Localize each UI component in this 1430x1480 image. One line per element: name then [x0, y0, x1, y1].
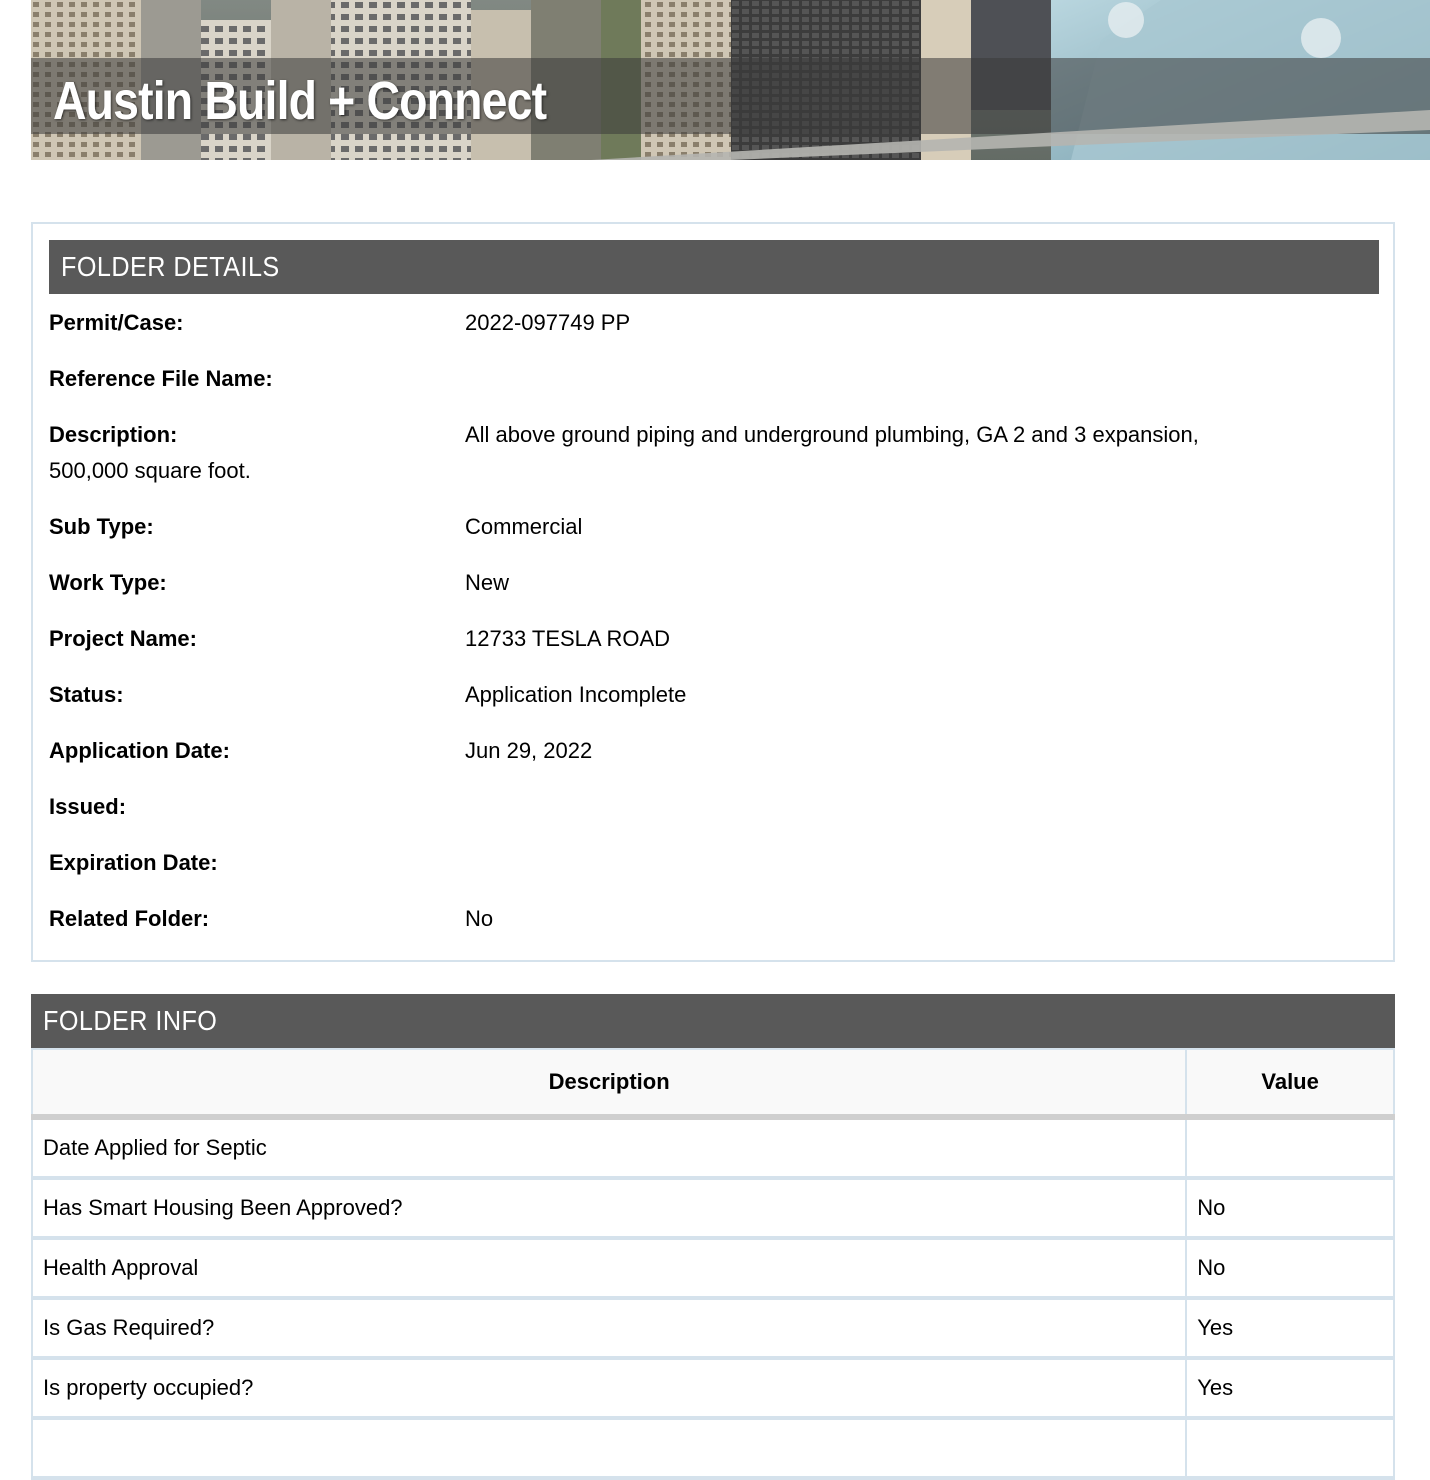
folder-info-title: FOLDER INFO — [43, 1005, 218, 1036]
cell-value: No — [1186, 1178, 1394, 1238]
detail-label: Issued: — [49, 794, 127, 819]
cell-value — [1186, 1418, 1394, 1478]
table-row — [32, 1298, 1394, 1358]
cell-description: Date Applied for Septic — [32, 1117, 1186, 1178]
cell-description: Is property occupied? — [32, 1358, 1186, 1418]
column-header-value: Value — [1186, 1049, 1394, 1117]
detail-value: New — [465, 570, 510, 595]
detail-label: Related Folder: — [49, 906, 210, 931]
detail-label: Expiration Date: — [49, 850, 218, 875]
folder-info-header — [31, 994, 1395, 1048]
detail-label: Sub Type: — [49, 514, 154, 539]
table-row — [32, 1358, 1394, 1418]
detail-value: Application Incomplete — [465, 682, 687, 707]
detail-label: Reference File Name: — [49, 366, 273, 391]
cell-description — [32, 1418, 1186, 1478]
detail-label: Work Type: — [49, 570, 167, 595]
folder-details-title: FOLDER DETAILS — [61, 251, 280, 282]
detail-value: Jun 29, 2022 — [465, 738, 593, 763]
site-banner — [31, 0, 1430, 160]
folder-details-header — [49, 240, 1379, 294]
table-row — [32, 1238, 1394, 1298]
cell-description: Has Smart Housing Been Approved? — [32, 1178, 1186, 1238]
detail-label: Description: — [49, 422, 178, 447]
cell-value: No — [1186, 1238, 1394, 1298]
description-continuation: 500,000 square foot. — [49, 458, 251, 483]
detail-label: Application Date: — [49, 738, 230, 763]
detail-label: Project Name: — [49, 626, 197, 651]
folder-info-table — [31, 1048, 1395, 1480]
table-row — [32, 1178, 1394, 1238]
cell-description: Health Approval — [32, 1238, 1186, 1298]
cell-description: Is Gas Required? — [32, 1298, 1186, 1358]
table-header-row — [32, 1049, 1394, 1117]
folder-details-panel — [31, 222, 1395, 962]
cell-value: Yes — [1186, 1298, 1394, 1358]
table-row — [32, 1117, 1394, 1178]
cell-value: Yes — [1186, 1358, 1394, 1418]
detail-label: Permit/Case: — [49, 310, 184, 335]
cell-value — [1186, 1117, 1394, 1178]
detail-value: 2022-097749 PP — [465, 310, 631, 335]
column-header-description: Description — [32, 1049, 1186, 1117]
detail-value: All above ground piping and underground plumbing, GA 2 and 3 expansion, — [465, 422, 1199, 447]
table-row — [32, 1418, 1394, 1478]
detail-value: Commercial — [465, 514, 583, 539]
detail-label: Status: — [49, 682, 124, 707]
detail-value: 12733 TESLA ROAD — [465, 626, 671, 651]
site-title: Austin Build + Connect — [53, 71, 547, 131]
detail-value: No — [465, 906, 494, 931]
